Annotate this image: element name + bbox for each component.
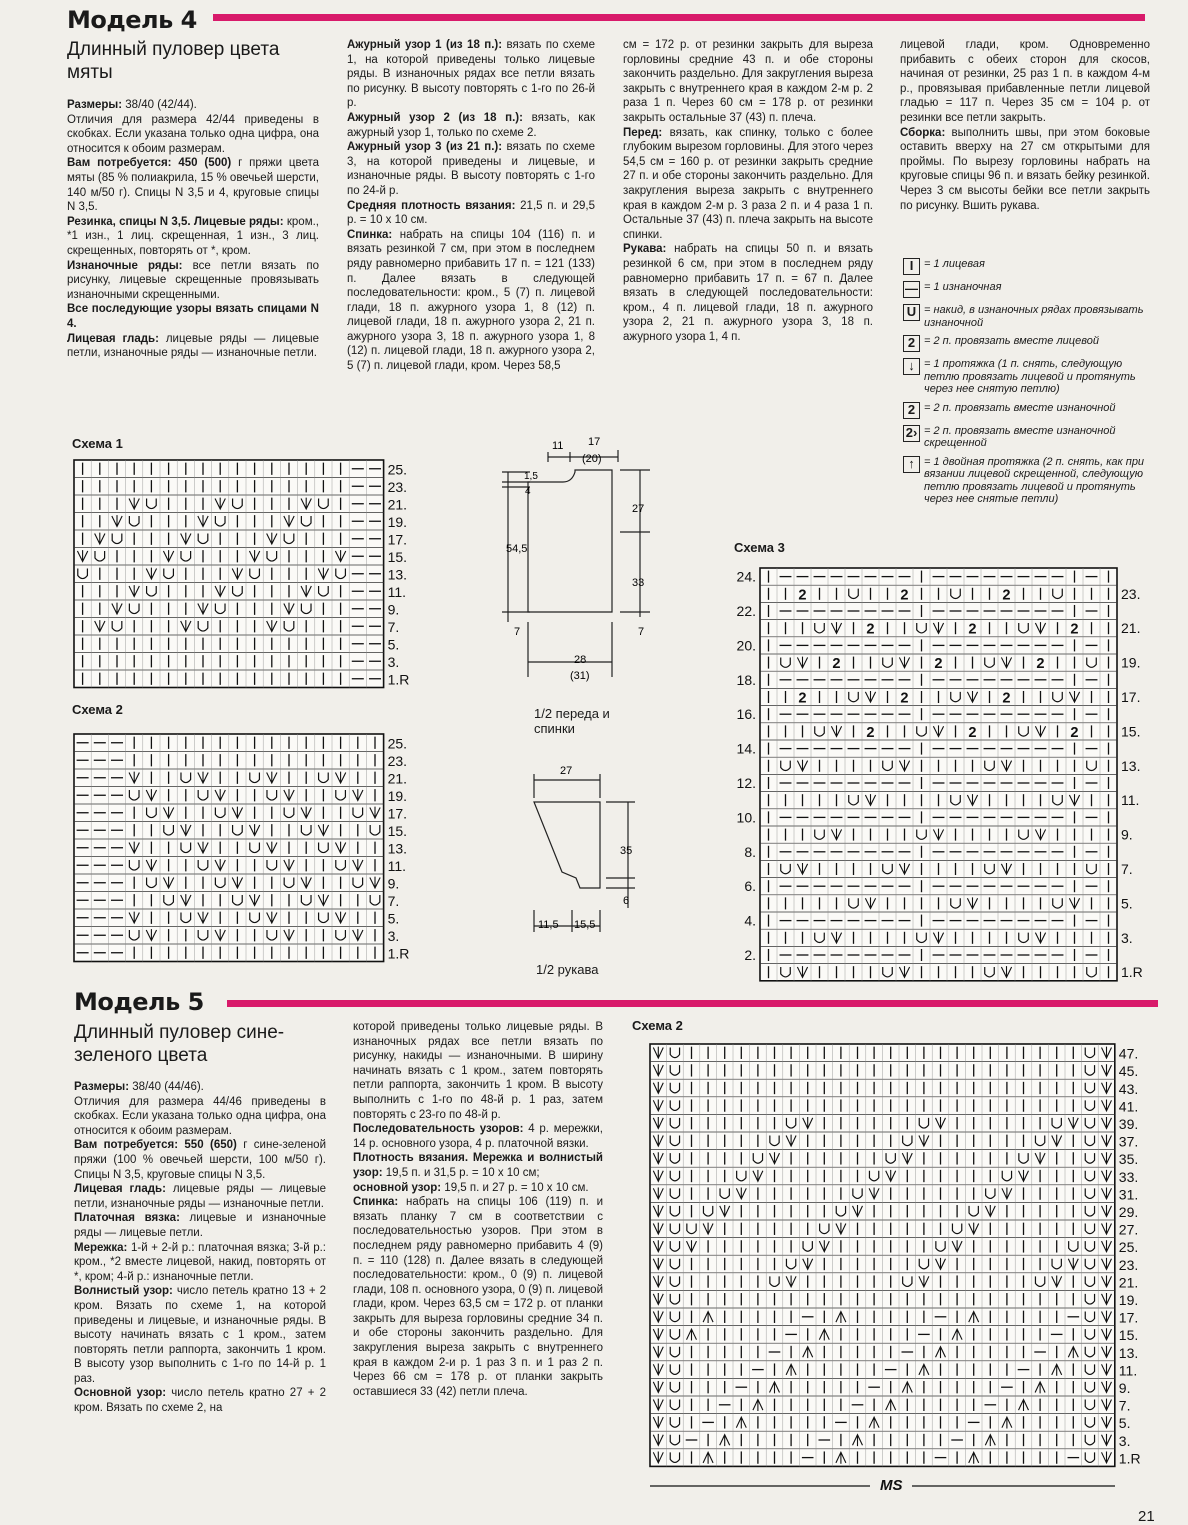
model4-col1 <box>67 98 319 361</box>
paragraph-text: г сине-зеленой пряжи (100 % овечьей шерсти, 100 м/50 г). Спицы N 3,5, круговые спицы N 3,5. <box>74 1139 326 1181</box>
paragraph <box>900 126 1150 214</box>
paragraph-heading: основной узор: <box>353 1181 442 1194</box>
paragraph-text: 19,5 п. и 31,5 р. = 10 x 10 см; <box>382 1166 540 1179</box>
sleeve-dim-35: 35 <box>620 845 633 857</box>
paragraph-text: набрать на спицы 104 (116) п. и вязать резинкой 7 см, при этом в последнем ряду равномерно прибавить 17 п. = 121 (133) п. Далее вязать в следующей последовательности: кром., 5 (7) п. лицевой глади, 18 п. ажурного узора 1, 8 (12) п. лицевой глади, 18 п. ажурного узора 2, 21 п. ажурного узора 3, 18 п. ажурного узора 1, 8 (12) п. лицевой глади, 18 п. ажурного узора 2, 5 (7) п. лицевой глади, кром. Через 58,5 <box>347 228 595 373</box>
grid-cells <box>650 1044 1115 1466</box>
legend-symbol-icon: U <box>903 304 920 321</box>
paragraph-heading: Размеры: <box>67 99 123 111</box>
legend-symbol-icon: I <box>903 258 920 275</box>
row-number-label: 1.R <box>387 945 410 962</box>
schema3-chart <box>724 560 1164 990</box>
row-number-label: 37. <box>1118 1133 1139 1150</box>
row-number-label: 10. <box>736 809 756 826</box>
paragraph-heading: Вам потребуется: 550 (650) <box>74 1139 237 1152</box>
paragraph-heading: Ажурный узор 2 (из 18 п.): <box>347 111 523 124</box>
legend-text: = 2 п. провязать вместе изнаночной скрещенной <box>924 424 1116 449</box>
row-number-label: 19. <box>1121 654 1141 671</box>
paragraph-heading: Перед: <box>623 126 663 139</box>
paragraph-text: кром., *1 изн., 1 лиц. скрещенная, 1 изн., 3 лиц. скрещенных, повторять от *, кром. <box>67 215 319 257</box>
legend-symbol-icon: ↑ <box>903 456 920 473</box>
paragraph <box>623 38 873 126</box>
paragraph-heading: Ажурный узор 1 (из 18 п.): <box>347 39 503 51</box>
paragraph <box>67 332 319 361</box>
row-number-label: 24. <box>736 568 756 585</box>
row-number-label: 14. <box>736 740 756 757</box>
row-number-label: 12. <box>736 775 756 791</box>
model4-accent-bar <box>213 14 1145 21</box>
legend-item <box>903 358 1153 396</box>
legend-item <box>903 281 1153 298</box>
model5-heading: Модель 5 <box>74 988 204 1016</box>
row-number-label: 23. <box>1118 1256 1139 1273</box>
paragraph <box>623 126 873 243</box>
row-number-label: 9. <box>387 875 400 892</box>
dim-4: 4 <box>525 486 531 497</box>
grid-symbol: 2 <box>798 690 807 707</box>
paragraph-text: выполнить швы, при этом боковые оставить вверху на 27 см открытыми для проймы. По вырезу горловины набрать на круговые спицы 96 п. и вязать бейку резинкой. Через 3 см высоты бейки все петли закрыть по рисунку. Вшить рукава. <box>900 126 1150 212</box>
paragraph-text: 19,5 п. и 27 р. = 10 x 10 см. <box>441 1181 589 1194</box>
legend-symbol-icon: ↓ <box>903 358 920 375</box>
row-number-label: 41. <box>1118 1098 1139 1115</box>
paragraph-text: которой приведены только лицевые ряды. В изнаночных рядах все петли вязать по рисунку, накиды — изнаночными. В ширину начинать вязать с 1 кром., затем повторять петли раппорта, закончить 1 кром. В высоту выполнить с 1-го по 48-й р. 1 раз, затем повторять с 23-го по 48-й р. <box>353 1021 603 1121</box>
paragraph-text: число петель кратно 27 + 2 кром. Вязать по схеме 2, на <box>74 1387 326 1415</box>
paragraph <box>353 1020 603 1122</box>
row-number-label: 20. <box>736 637 756 654</box>
row-number-label: 15. <box>387 549 408 565</box>
paragraph <box>353 1151 603 1180</box>
row-number-label: 5. <box>1118 1415 1131 1432</box>
paragraph-text: набрать на спицы 50 п. и вязать резинкой 6 см, при этом в последнем ряду равномерно прибавить 17 п. = 67 п. Далее вязать в следующей последовательности: кром., 4 п. лицевой глади, 18 п. ажурного узора 2, 21 п. ажурного узора 3, 18 п. ажурного узора 1, 4 п. <box>623 243 873 343</box>
row-number-label: 16. <box>736 706 756 723</box>
row-number-label: 2. <box>744 947 756 963</box>
row-number-label: 9. <box>1121 826 1133 843</box>
sleeve-diagram-caption: 1/2 рукава <box>536 962 599 977</box>
model4-title: Длинный пуловер цвета мяты <box>67 39 280 83</box>
paragraph-heading: Последовательность узоров: <box>353 1123 524 1136</box>
row-number-label: 8. <box>744 843 756 860</box>
row-number-label: 15. <box>1121 723 1141 740</box>
grid-symbol: 2 <box>900 690 909 707</box>
row-number-label: 15. <box>1118 1327 1139 1344</box>
paragraph-text: 1-й + 2-й р.: платочная вязка; 3-й р.: кром., *2 вместе лицевой, накид, повторять от *, кром; 4-й р.: изнаночные петли. <box>74 1241 326 1283</box>
schema2-title: Схема 2 <box>72 702 123 717</box>
legend-text: = 2 п. провязать вместе изнаночной <box>924 401 1116 414</box>
paragraph <box>74 1095 326 1139</box>
paragraph-heading: Платочная вязка: <box>74 1212 180 1225</box>
paragraph-heading: Спинка: <box>347 228 393 241</box>
dim-17: 17 <box>588 436 601 448</box>
grid-symbol: 2 <box>1002 690 1011 707</box>
paragraph-heading: Размеры: <box>74 1081 130 1093</box>
grid-symbol: 2 <box>1070 724 1079 741</box>
paragraph-text: г пряжи цвета мяты (85 % полиакрила, 15 % овечьей шерсти, 140 м/50 г). Спицы N 3,5 и 4, круговые спицы N 3,5. <box>67 157 319 214</box>
row-number-label: 18. <box>736 671 756 688</box>
row-number-label: 25. <box>387 735 408 752</box>
grid-symbol: 2 <box>968 621 977 638</box>
paragraph-text: лицевые и изнаночные ряды — лицевые петли. <box>74 1212 326 1239</box>
row-number-label: 21. <box>1121 620 1141 637</box>
legend-text: = 2 п. провязать вместе лицевой <box>924 335 1099 347</box>
row-number-label: 19. <box>387 788 408 804</box>
paragraph-text: вязать, как спинку, только с более глубоким вырезом горловины. Для этого через 54,5 см = 160 р. от резинки закрыть средние 27 п. и обе стороны закончить раздельно. Для закругления выреза закрыть с внутреннего края в каждом 2-м р. 3 раза 2 п. и 4 раза 1 п. Остальные 37 (43) п. плеча закрыть на высоте спинки. <box>623 126 873 241</box>
paragraph <box>74 1211 326 1240</box>
row-number-label: 15. <box>387 823 408 839</box>
paragraph-text: 38/40 (42/44). <box>122 99 197 111</box>
row-number-label: 4. <box>744 912 756 929</box>
row-number-label: 39. <box>1118 1115 1139 1132</box>
paragraph <box>74 1284 326 1386</box>
paragraph-heading: Рукава: <box>623 243 667 256</box>
row-number-label: 19. <box>387 514 408 530</box>
paragraph-text: число петель кратно 13 + 2 кром. Вязать по схеме 1, на которой приведены и лицевые, и изнаночные ряды. В высоту начинать вязать с 1 кром., затем повторять петли раппорта, закончить 1 кром. В высоту узор выполнить с 1-го по 14-й р. 1 раз. <box>74 1285 327 1385</box>
legend-text: = накид, в изнаночных рядах провязывать изнаночной <box>924 304 1144 329</box>
sleeve-outline <box>534 802 600 888</box>
dim-31: (31) <box>570 670 590 682</box>
row-number-label: 45. <box>1118 1063 1139 1080</box>
paragraph-heading: Ажурный узор 3 (из 21 п.): <box>347 141 503 154</box>
paragraph-text: см = 172 р. от резинки закрыть для выреза горловины средние 43 п. и обе стороны закончить раздельно. Для закругления выреза закрыть с внутреннего края в каждом 2-м р. 2 раза 1 п. Через 60 см = 178 р. от резинки закрыть остальные 37 (43) п. плеча. <box>623 39 873 124</box>
sleeve-dim-15-5: 15,5 <box>574 919 596 931</box>
dim-27: 27 <box>632 503 645 515</box>
row-number-label: 7. <box>387 893 400 909</box>
grid-symbol: 2 <box>832 656 841 673</box>
model5-col1 <box>74 1080 326 1416</box>
legend-item <box>903 402 1153 419</box>
model5-col2 <box>353 1020 603 1399</box>
row-number-label: 21. <box>387 496 408 513</box>
schema1-title: Схема 1 <box>72 436 123 451</box>
row-number-label: 11. <box>1121 792 1140 809</box>
paragraph-heading: Резинка, спицы N 3,5. Лицевые ряды: <box>67 215 284 228</box>
ms-mark: MS <box>880 1477 903 1494</box>
paragraph-text: лицевой глади, кром. Одновременно прибавить с обеих сторон для скосов, начиная от резинки, 25 раз 1 п. в каждом 4-м р., провязывая прибавленные петли лицевой гладью = 117 п. Через 35 см = 104 р. от резинки все петли закрыть. <box>900 39 1150 124</box>
paragraph <box>347 38 595 111</box>
paragraph-text: 38/40 (44/46). <box>129 1081 204 1093</box>
row-number-label: 11. <box>387 584 407 600</box>
dim-33: 33 <box>632 577 645 589</box>
dim-20: (20) <box>582 453 602 465</box>
paragraph-heading: Волнистый узор: <box>74 1285 173 1298</box>
body-outline <box>528 470 612 612</box>
legend-text: = 1 изнаночная <box>924 281 1002 293</box>
paragraph-text: вязать по схеме 1, на которой приведены только лицевые ряды. В изнаночных рядах все петли вязать по рисунку. В высоту повторять с 1-го по 26-й р. <box>347 39 595 110</box>
row-number-label: 7. <box>1118 1397 1131 1414</box>
sleeve-dim-27: 27 <box>560 765 573 777</box>
model5-title: Длинный пуловер сине-зеленого цвета <box>74 1022 285 1066</box>
page-number: 21 <box>1138 1508 1155 1525</box>
row-number-label: 27. <box>1118 1221 1139 1238</box>
paragraph-text: 21,5 п. и 29,5 р. = 10 x 10 см. <box>347 199 595 227</box>
grid-symbol: 2 <box>1036 656 1045 673</box>
row-number-label: 22. <box>736 603 756 619</box>
row-number-label: 7. <box>387 619 400 635</box>
row-number-label: 13. <box>387 566 408 583</box>
row-number-label: 11. <box>387 858 407 874</box>
row-number-label: 47. <box>1118 1045 1139 1062</box>
model5-accent-bar <box>227 1000 1158 1007</box>
row-number-label: 31. <box>1118 1186 1139 1203</box>
paragraph <box>623 242 873 344</box>
row-number-label: 23. <box>387 753 408 769</box>
paragraph <box>347 140 595 198</box>
paragraph-heading: Вам потребуется: 450 (500) <box>67 157 232 170</box>
model4-col2 <box>347 38 595 374</box>
row-number-label: 17. <box>1121 689 1141 705</box>
paragraph <box>74 1182 326 1211</box>
grid-cells <box>74 734 384 962</box>
row-number-label: 9. <box>1118 1379 1131 1396</box>
dim-7-left: 7 <box>514 626 521 638</box>
sleeve-dim-11-5: 11,5 <box>538 919 559 931</box>
model4-heading: Модель 4 <box>67 6 197 34</box>
paragraph-text: лицевые ряды — лицевые петли, изнаночные ряды — изнаночные петли. <box>67 332 319 360</box>
legend-text: = 1 лицевая <box>924 258 985 270</box>
paragraph-heading: Лицевая гладь: <box>67 332 159 345</box>
legend-item <box>903 258 1153 275</box>
paragraph-text: лицевые ряды — лицевые петли, изнаночные ряды — изнаночные петли. <box>74 1183 326 1210</box>
paragraph-text: вязать, как ажурный узор 1, только по схеме 2. <box>347 111 595 139</box>
legend-item <box>903 304 1153 329</box>
paragraph-text: Отличия для размера 42/44 приведены в скобках. Если указана только одна цифра, она относится к обоим размерам. <box>67 113 319 155</box>
paragraph <box>74 1138 326 1182</box>
legend-symbol-icon: 2 <box>903 335 920 352</box>
row-number-label: 9. <box>387 601 400 618</box>
symbol-legend <box>903 258 1153 512</box>
legend-symbol-icon: 2› <box>903 425 920 442</box>
schema3-title: Схема 3 <box>734 540 785 555</box>
paragraph-text: 4 р. мережки, 14 р. основного узора, 4 р. платочной вязки. <box>353 1123 603 1150</box>
paragraph-heading: Спинка: <box>353 1196 399 1209</box>
row-number-label: 17. <box>387 805 408 822</box>
row-number-label: 21. <box>1118 1274 1139 1291</box>
row-number-label: 33. <box>1118 1168 1139 1185</box>
legend-item <box>903 425 1153 450</box>
dim-54-5: 54,5 <box>506 543 528 555</box>
body-pattern-diagram <box>500 432 670 692</box>
legend-item <box>903 456 1153 506</box>
grid-symbol: 2 <box>866 724 875 741</box>
model5-schema2-chart <box>648 1040 1178 1510</box>
paragraph-text: Отличия для размера 44/46 приведены в скобках. Если указана только одна цифра, она относится к обоим размерам. <box>74 1095 326 1137</box>
sleeve-pattern-diagram <box>520 760 650 940</box>
model4-col4 <box>900 38 1150 213</box>
row-number-label: 29. <box>1118 1203 1139 1220</box>
paragraph-heading: Средняя плотность вязания: <box>347 199 516 212</box>
row-number-label: 25. <box>1118 1239 1139 1256</box>
legend-item <box>903 335 1153 352</box>
body-diagram-caption: 1/2 переда и спинки <box>534 706 610 736</box>
model5-schema2-title: Схема 2 <box>632 1018 683 1033</box>
legend-text: = 1 протяжка (1 п. снять, следующую петлю провязать лицевой и протянуть через нее снятую петлю) <box>924 358 1136 395</box>
grid-symbol: 2 <box>900 587 909 604</box>
paragraph-heading: Плотность вязания. Мережка и волнистый узор: <box>353 1152 603 1179</box>
legend-symbol-icon: 2 <box>903 402 920 419</box>
paragraph <box>353 1122 603 1151</box>
dim-7-right: 7 <box>638 626 645 638</box>
paragraph <box>67 215 319 259</box>
grid-symbol: 2 <box>968 724 977 741</box>
dim-1-5: 1,5 <box>524 471 538 482</box>
dim-11: 11 <box>552 440 564 452</box>
grid-symbol: 2 <box>934 656 943 673</box>
paragraph <box>67 98 319 113</box>
paragraph <box>353 1195 603 1399</box>
row-number-label: 6. <box>744 878 756 895</box>
row-number-label: 1.R <box>1121 964 1143 981</box>
row-number-label: 5. <box>387 910 400 927</box>
row-number-label: 13. <box>1118 1344 1139 1361</box>
row-number-label: 23. <box>387 479 408 495</box>
grid-cells <box>760 568 1117 981</box>
row-number-label: 1.R <box>1118 1450 1141 1467</box>
paragraph <box>74 1386 326 1415</box>
paragraph <box>347 228 595 374</box>
paragraph-text: набрать на спицы 106 (119) п. и вязать планку 7 см в соответствии с последовательностью узоров. При этом в последнем ряду равномерно прибавить 4 (9) п. = 110 (128) п. Далее вязать в следующей последовательности: кром., 0 (9) п. лицевой глади, 108 п. основного узора, 0 (9) п. лицевой глади, кром. Через 63,5 см = 172 р. от планки закрыть для выреза горловины средние 34 п. и обе стороны закончить раздельно. Для закругления выреза закрыть с внутреннего края в каждом 2-и р. 1 раз 3 п. и 1 раз 2 п. Через 66 см = 178 р. от планки закрыть оставшиеся 33 (42) петли плеча. <box>353 1196 603 1398</box>
sleeve-dim-6: 6 <box>623 895 630 907</box>
row-number-label: 35. <box>1118 1151 1139 1168</box>
paragraph-heading: Лицевая гладь: <box>74 1183 166 1196</box>
row-number-label: 3. <box>1118 1432 1131 1449</box>
grid-symbol: 2 <box>1002 587 1011 604</box>
paragraph <box>74 1241 326 1285</box>
grid-symbol: 2 <box>798 587 807 604</box>
grid-symbol: 2 <box>866 621 875 638</box>
row-number-label: 3. <box>1121 929 1133 946</box>
row-number-label: 13. <box>1121 757 1141 774</box>
model4-col3 <box>623 38 873 344</box>
row-number-label: 17. <box>387 531 408 548</box>
row-number-label: 17. <box>1118 1309 1139 1326</box>
row-number-label: 5. <box>387 636 400 653</box>
paragraph <box>347 111 595 140</box>
schema1-chart <box>72 456 442 696</box>
row-number-label: 43. <box>1118 1080 1139 1097</box>
paragraph-heading: Изнаночные ряды: <box>67 259 183 272</box>
row-number-label: 19. <box>1118 1291 1139 1308</box>
row-number-label: 3. <box>387 654 400 670</box>
paragraph <box>353 1181 603 1196</box>
paragraph-heading: Основной узор: <box>74 1387 167 1400</box>
paragraph <box>67 113 319 157</box>
paragraph-heading: Все последующие узоры вязать спицами N 4. <box>67 303 319 330</box>
paragraph <box>67 302 319 331</box>
paragraph-heading: Сборка: <box>900 126 946 139</box>
paragraph-text: все петли вязать по рисунку, лицевые скрещенные провязывать изнаночными скрещенными. <box>67 259 319 301</box>
row-number-label: 11. <box>1118 1362 1138 1379</box>
row-number-label: 1.R <box>387 671 410 688</box>
paragraph <box>74 1080 326 1095</box>
paragraph <box>67 259 319 303</box>
legend-symbol-icon: — <box>905 281 918 297</box>
paragraph-text: вязать по схеме 3, на которой приведены и лицевые, и изнаночные ряды. В высоту повторять с 1-го по 24-й р. <box>347 141 595 197</box>
row-number-label: 21. <box>387 770 408 787</box>
paragraph <box>900 38 1150 126</box>
paragraph-heading: Мережка: <box>74 1241 128 1254</box>
grid-cells <box>74 460 384 688</box>
row-number-label: 13. <box>387 840 408 857</box>
grid-symbol: 2 <box>1070 621 1079 638</box>
row-number-label: 23. <box>1121 585 1141 602</box>
row-number-label: 7. <box>1121 861 1133 877</box>
paragraph <box>67 156 319 214</box>
schema2-chart <box>72 730 442 970</box>
row-number-label: 25. <box>387 461 408 478</box>
legend-text: = 1 двойная протяжка (2 п. снять, как при вязании лицевой скрещенной, следующую петлю провязать лицевой и протянуть через нее снятые петли) <box>924 455 1145 505</box>
paragraph <box>347 199 595 228</box>
dim-28: 28 <box>574 654 587 666</box>
row-number-label: 3. <box>387 928 400 944</box>
row-number-label: 5. <box>1121 895 1133 912</box>
